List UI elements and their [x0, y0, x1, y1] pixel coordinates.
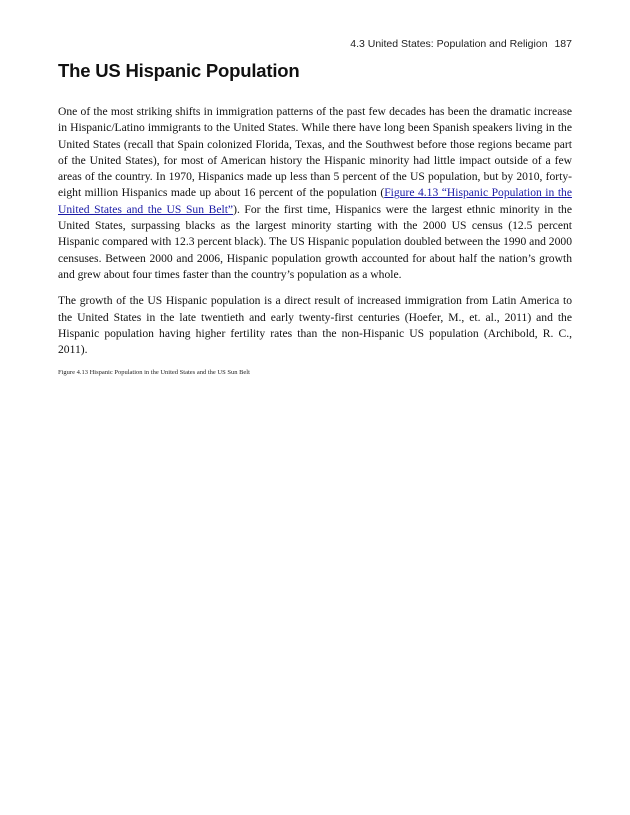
paragraph-1-text-start: One of the most striking shifts in immigration patterns of the past few decades has been the dramatic increase in Hispanic/Latino immigrants to the United States. While there have long been Spanish speakers living in the United States (recall that Spain colonized Florida, Texas, and the Southwest before those regions became part of the United States), for most of American history the Hispanic minority had little impact outside of a few areas of the country. In 1970, Hispanics made up less than 5 percent of the US population, but by 2010, forty-eight million Hispanics made up about 16 percent of the population ( — [58, 105, 572, 200]
paragraph-2: The growth of the US Hispanic population is a direct result of increased immigration from Latin America to the United States in the late twentieth and early twenty-first centuries (Hoefer, M., et. al., 2011) and the Hispanic population having higher fertility rates than the non-Hispanic US population (Archibold, R. C., 2011). — [58, 294, 572, 357]
body-text — [58, 104, 572, 377]
running-header — [350, 38, 572, 50]
section-title: The US Hispanic Population — [58, 60, 300, 81]
paragraph-1 — [58, 104, 572, 283]
paragraph-1-text-end: ). For the first time, Hispanics were the largest ethnic minority in the United States, surpassing blacks as the largest minority starting with the 2000 US census (12.5 percent Hispanic compared with 12.3 percent black). The US Hispanic population doubled between the 1990 and 2000 censuses. Between 2000 and 2006, Hispanic population growth accounted for about half the nation’s growth and grew about four times faster than the country’s population as a whole. — [58, 202, 573, 281]
figure-caption: Figure 4.13 Hispanic Population in the United States and the US Sun Belt — [58, 369, 250, 377]
figure-4-13-link[interactable]: Figure 4.13 “Hispanic Population in the United States and the US Sun Belt” — [58, 186, 572, 216]
page-number: 187 — [554, 38, 572, 50]
running-header-section: 4.3 United States: Population and Religion — [350, 38, 548, 50]
